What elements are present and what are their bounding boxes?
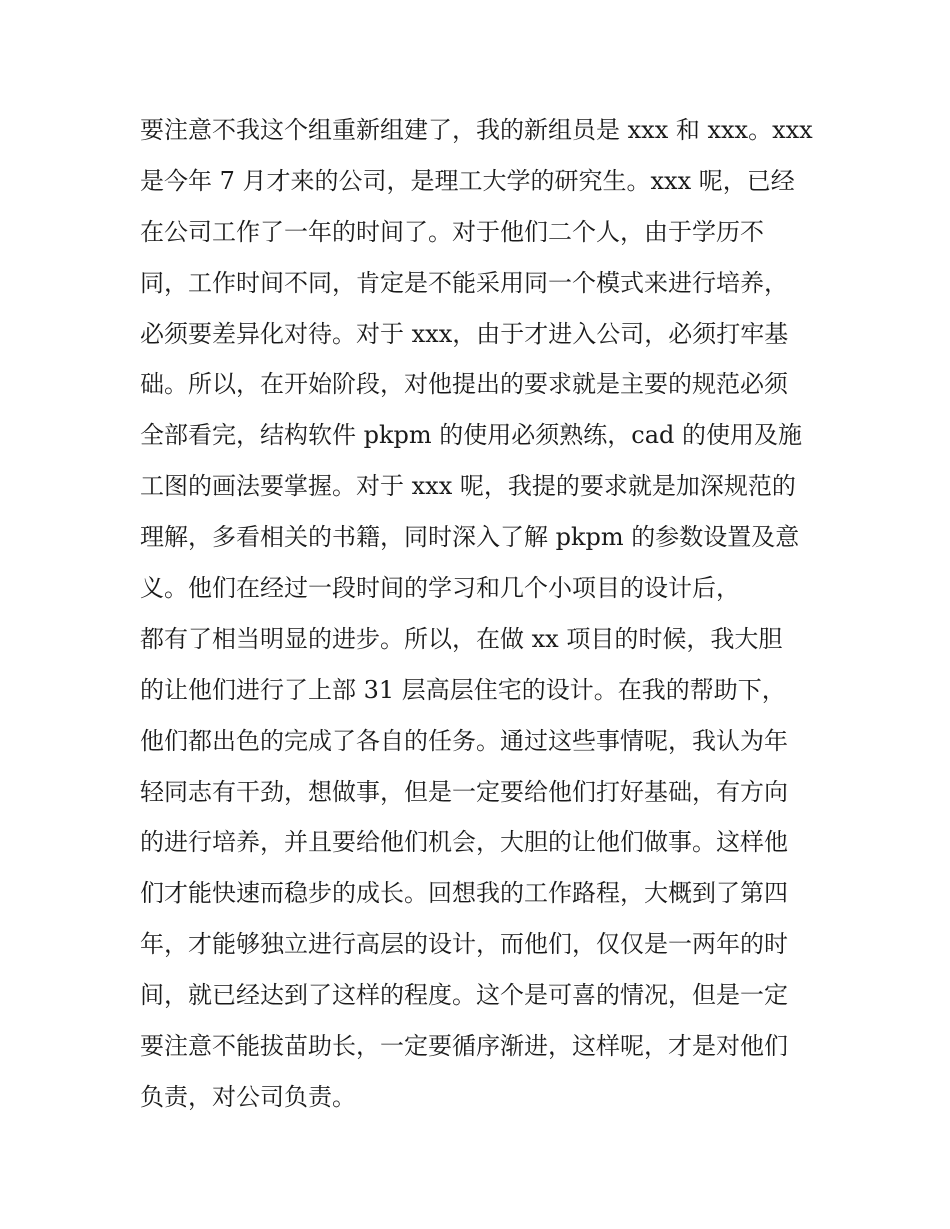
text-line: 都有了相当明显的进步。所以，在做 xx 项目的时候，我大胆	[140, 624, 783, 653]
text-line: 全部看完，结构软件 pkpm 的使用必须熟练，cad 的使用及施	[140, 421, 803, 450]
text-line: 负责，对公司负责。	[140, 1082, 356, 1111]
text-line: 必须要差异化对待。对于 xxx，由于才进入公司，必须打牢基	[140, 319, 789, 348]
text-line: 要注意不能拔苗助长，一定要循序渐进，这样呢，才是对他们	[140, 1032, 788, 1061]
body-text	[140, 105, 820, 1123]
text-line: 在公司工作了一年的时间了。对于他们二个人，由于学历不	[140, 217, 764, 246]
text-line: 理解，多看相关的书籍，同时深入了解 pkpm 的参数设置及意	[140, 523, 800, 552]
text-line: 轻同志有干劲，想做事，但是一定要给他们打好基础，有方向	[140, 777, 788, 806]
text-line: 础。所以，在开始阶段，对他提出的要求就是主要的规范必须	[140, 370, 788, 399]
text-line: 义。他们在经过一段时间的学习和几个小项目的设计后，	[140, 574, 740, 603]
text-line: 年，才能够独立进行高层的设计，而他们，仅仅是一两年的时	[140, 930, 788, 959]
text-line: 的让他们进行了上部 31 层高层住宅的设计。在我的帮助下，	[140, 675, 786, 704]
text-line: 要注意不我这个组重新组建了，我的新组员是 xxx 和 xxx。xxx	[140, 116, 813, 144]
text-line: 间，就已经达到了这样的程度。这个是可喜的情况，但是一定	[140, 981, 788, 1010]
text-line: 是今年 7 月才来的公司，是理工大学的研究生。xxx 呢，已经	[140, 166, 795, 195]
text-line: 的进行培养，并且要给他们机会，大胆的让他们做事。这样他	[140, 828, 788, 857]
text-line: 们才能快速而稳步的成长。回想我的工作路程，大概到了第四	[140, 879, 788, 908]
text-line: 同，工作时间不同，肯定是不能采用同一个模式来进行培养，	[140, 268, 788, 297]
text-line: 他们都出色的完成了各自的任务。通过这些事情呢，我认为年	[140, 726, 788, 755]
text-line: 工图的画法要掌握。对于 xxx 呢，我提的要求就是加深规范的	[140, 472, 796, 501]
